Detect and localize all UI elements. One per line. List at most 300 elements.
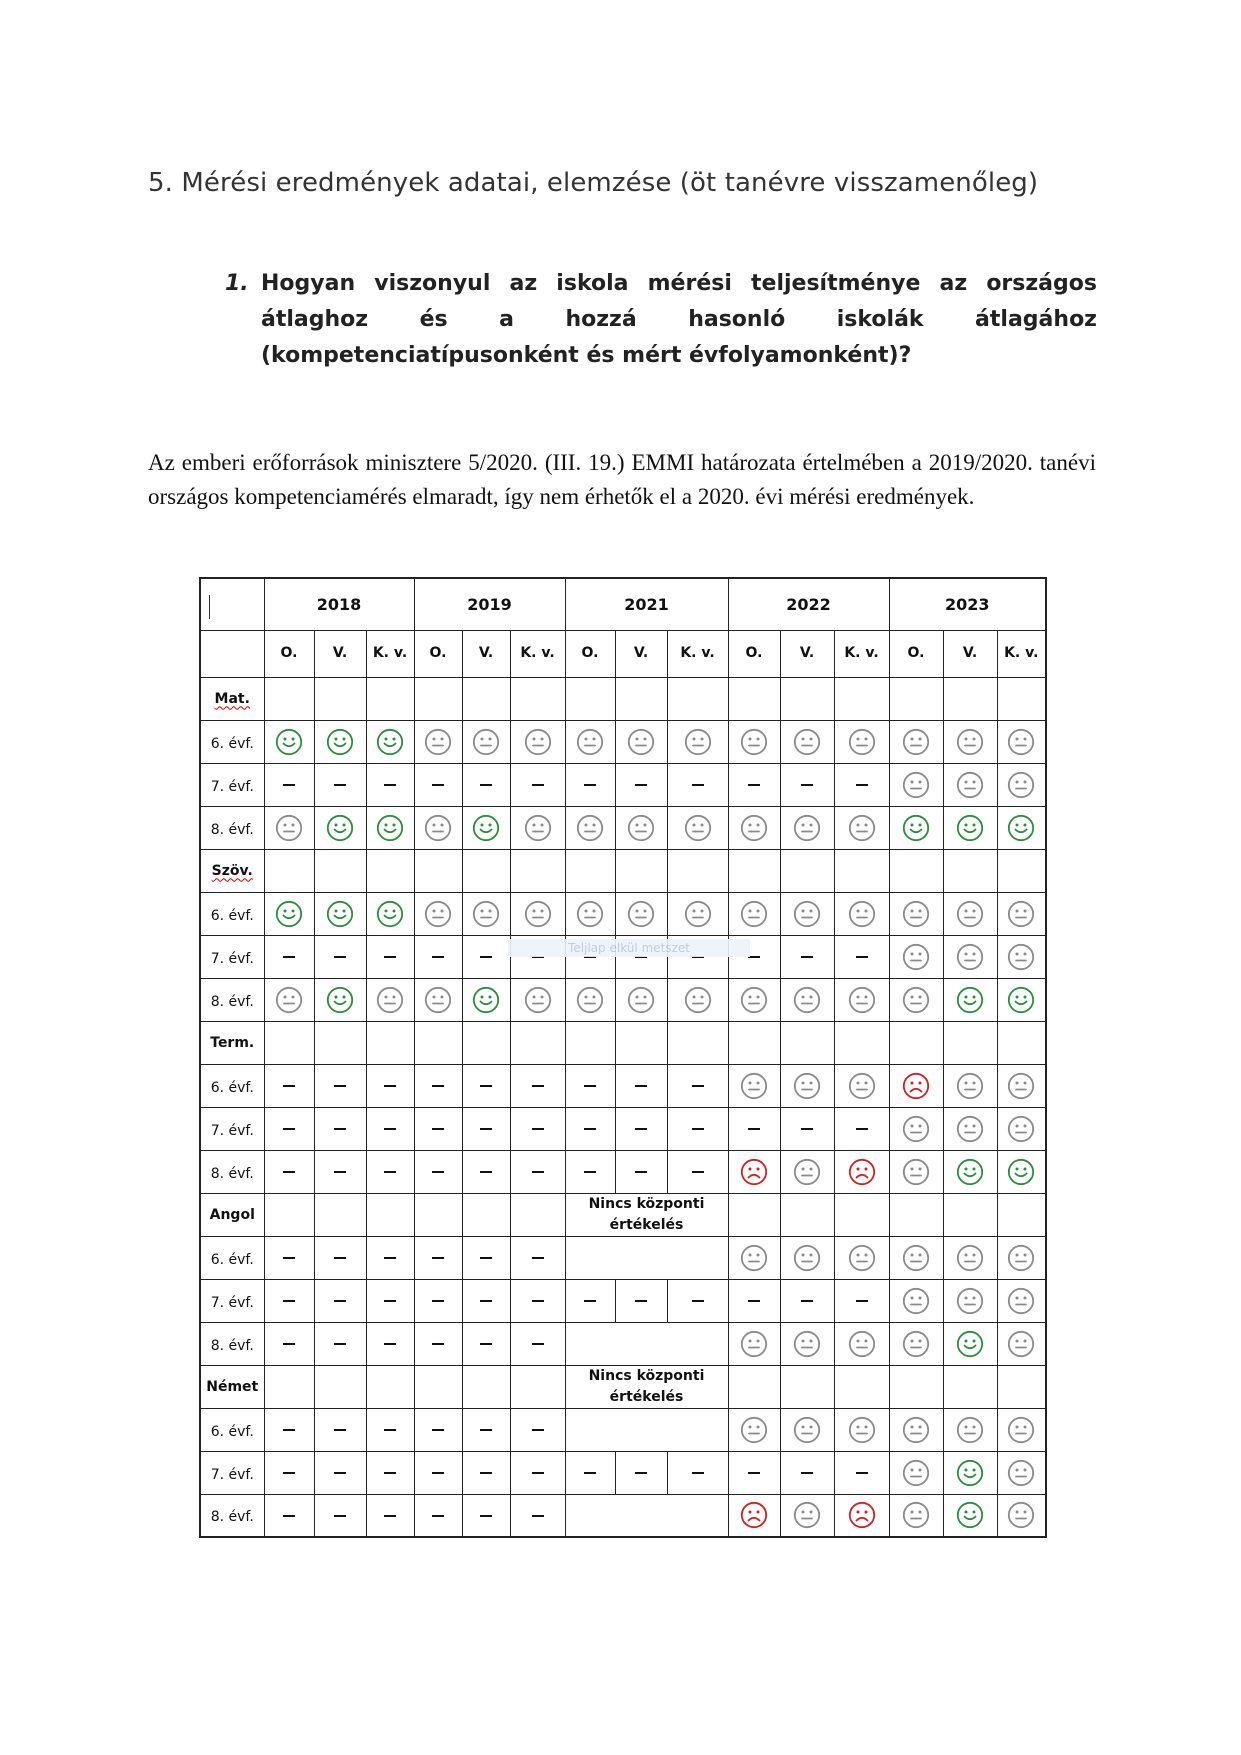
smiley-sad-icon xyxy=(848,1158,876,1186)
smiley-neutral-icon xyxy=(740,986,768,1014)
year-header: 2023 xyxy=(889,578,1046,630)
question-text: Hogyan viszonyul az iskola mérési teljesítménye az országos átlaghoz és a hozzá hasonló iskolák átlagához (kompetenciatípusonként és mért évfolyamonként)? xyxy=(261,271,1097,368)
result-cell xyxy=(667,1064,728,1107)
grade-row xyxy=(200,1236,1046,1279)
no-data-dash xyxy=(432,1257,444,1259)
result-cell xyxy=(414,1451,462,1494)
section-label-text: Term. xyxy=(210,1034,255,1051)
empty-cell xyxy=(510,677,565,720)
result-cell xyxy=(462,892,510,935)
result-cell xyxy=(728,1064,780,1107)
empty-cell xyxy=(462,1365,510,1408)
no-data-dash xyxy=(692,784,704,786)
smiley-neutral-icon xyxy=(956,1115,984,1143)
no-data-dash xyxy=(801,1472,813,1474)
result-cell xyxy=(997,1451,1046,1494)
empty-cell xyxy=(314,1365,366,1408)
result-cell xyxy=(943,1494,997,1537)
smiley-neutral-icon xyxy=(793,1158,821,1186)
result-cell xyxy=(510,1322,565,1365)
result-cell xyxy=(889,978,943,1021)
grade-row xyxy=(200,720,1046,763)
grade-row xyxy=(200,1494,1046,1537)
result-cell xyxy=(565,763,615,806)
smiley-happy-icon xyxy=(275,900,303,928)
smiley-neutral-icon xyxy=(1007,943,1035,971)
year-header: 2021 xyxy=(565,578,728,630)
result-cell xyxy=(889,1322,943,1365)
result-cell xyxy=(565,1150,615,1193)
empty-cell xyxy=(615,677,667,720)
no-data-dash xyxy=(480,1515,492,1517)
grade-label: 6. évf. xyxy=(200,1408,264,1451)
smiley-neutral-icon xyxy=(740,728,768,756)
smiley-neutral-icon xyxy=(793,900,821,928)
smiley-happy-icon xyxy=(1007,814,1035,842)
result-cell xyxy=(366,1279,414,1322)
subheader-cell: V. xyxy=(780,630,834,677)
smiley-neutral-icon xyxy=(524,814,552,842)
empty-cell xyxy=(834,1193,889,1236)
no-data-dash xyxy=(334,1085,346,1087)
no-data-dash xyxy=(692,1085,704,1087)
no-data-dash xyxy=(432,956,444,958)
no-data-dash xyxy=(384,1515,396,1517)
empty-cell xyxy=(728,1365,780,1408)
grade-label: 6. évf. xyxy=(200,1236,264,1279)
result-cell xyxy=(264,1236,314,1279)
empty-cell xyxy=(997,1021,1046,1064)
result-cell xyxy=(414,1408,462,1451)
empty-cell xyxy=(462,849,510,892)
smiley-neutral-icon xyxy=(740,1244,768,1272)
smiley-happy-icon xyxy=(956,814,984,842)
section-row xyxy=(200,1365,1046,1408)
empty-cell xyxy=(889,1365,943,1408)
empty-cell xyxy=(943,849,997,892)
empty-cell xyxy=(510,1021,565,1064)
smiley-neutral-icon xyxy=(424,986,452,1014)
result-cell xyxy=(314,763,366,806)
empty-cell xyxy=(728,849,780,892)
result-cell xyxy=(510,720,565,763)
smiley-happy-icon xyxy=(326,900,354,928)
result-cell xyxy=(510,1064,565,1107)
result-cell xyxy=(565,1107,615,1150)
no-data-dash xyxy=(334,1300,346,1302)
corner-cell xyxy=(200,578,264,630)
result-cell xyxy=(462,1322,510,1365)
no-data-dash xyxy=(801,1128,813,1130)
empty-cell xyxy=(510,849,565,892)
text-cursor xyxy=(209,595,210,619)
result-cell xyxy=(780,978,834,1021)
result-cell xyxy=(943,1150,997,1193)
result-cell xyxy=(366,763,414,806)
no-data-dash xyxy=(334,1343,346,1345)
subheader-cell: V. xyxy=(462,630,510,677)
smiley-happy-icon xyxy=(376,814,404,842)
empty-cell xyxy=(414,1021,462,1064)
grade-row xyxy=(200,1408,1046,1451)
smiley-sad-icon xyxy=(740,1158,768,1186)
no-data-dash xyxy=(748,1128,760,1130)
smiley-neutral-icon xyxy=(956,1244,984,1272)
result-cell xyxy=(414,1107,462,1150)
result-cell xyxy=(462,720,510,763)
result-cell xyxy=(943,1236,997,1279)
result-cell xyxy=(728,806,780,849)
result-cell xyxy=(414,935,462,978)
result-cell xyxy=(997,1494,1046,1537)
no-data-dash xyxy=(635,784,647,786)
result-cell xyxy=(728,1408,780,1451)
empty-cell xyxy=(780,1021,834,1064)
no-data-dash xyxy=(635,1128,647,1130)
no-data-dash xyxy=(692,1128,704,1130)
empty-cell xyxy=(667,1021,728,1064)
result-cell xyxy=(943,978,997,1021)
result-cell xyxy=(997,935,1046,978)
no-data-dash xyxy=(480,1257,492,1259)
result-cell xyxy=(414,1279,462,1322)
result-cell xyxy=(889,1107,943,1150)
question-block xyxy=(225,266,1097,374)
smiley-neutral-icon xyxy=(956,771,984,799)
smiley-neutral-icon xyxy=(848,986,876,1014)
smiley-neutral-icon xyxy=(524,728,552,756)
result-cell xyxy=(889,1451,943,1494)
empty-cell xyxy=(510,1365,565,1408)
result-cell xyxy=(889,806,943,849)
result-cell xyxy=(889,720,943,763)
empty-cell xyxy=(997,677,1046,720)
no-data-dash xyxy=(384,1429,396,1431)
merged-empty-cell xyxy=(565,1408,728,1451)
empty-cell xyxy=(780,677,834,720)
year-header: 2019 xyxy=(414,578,565,630)
result-cell xyxy=(314,892,366,935)
subheader-cell: O. xyxy=(565,630,615,677)
result-cell xyxy=(834,935,889,978)
smiley-neutral-icon xyxy=(275,814,303,842)
subheader-cell: K. v. xyxy=(667,630,728,677)
result-cell xyxy=(366,720,414,763)
result-cell xyxy=(615,806,667,849)
empty-cell xyxy=(414,677,462,720)
result-cell xyxy=(314,1408,366,1451)
section-row xyxy=(200,1021,1046,1064)
result-cell xyxy=(667,1279,728,1322)
smiley-neutral-icon xyxy=(956,943,984,971)
empty-cell xyxy=(264,1365,314,1408)
no-data-dash xyxy=(384,1171,396,1173)
grade-label: 8. évf. xyxy=(200,1322,264,1365)
no-data-dash xyxy=(334,784,346,786)
result-cell xyxy=(667,892,728,935)
no-data-dash xyxy=(432,1128,444,1130)
smiley-neutral-icon xyxy=(902,1459,930,1487)
no-data-dash xyxy=(384,1257,396,1259)
empty-cell xyxy=(834,849,889,892)
smiley-neutral-icon xyxy=(1007,771,1035,799)
smiley-neutral-icon xyxy=(793,1501,821,1529)
section-label-text: Német xyxy=(206,1378,259,1395)
result-cell xyxy=(314,1150,366,1193)
empty-cell xyxy=(834,1021,889,1064)
result-cell xyxy=(728,892,780,935)
result-cell xyxy=(889,1494,943,1537)
result-cell xyxy=(780,1150,834,1193)
result-cell xyxy=(462,1494,510,1537)
smiley-neutral-icon xyxy=(956,1287,984,1315)
no-data-dash xyxy=(384,1128,396,1130)
result-cell xyxy=(510,1408,565,1451)
grade-label: 7. évf. xyxy=(200,1279,264,1322)
result-cell xyxy=(943,720,997,763)
result-cell xyxy=(462,935,510,978)
empty-cell xyxy=(667,849,728,892)
no-data-dash xyxy=(856,1128,868,1130)
no-data-dash xyxy=(334,1171,346,1173)
result-cell xyxy=(834,1451,889,1494)
smiley-happy-icon xyxy=(956,1158,984,1186)
smiley-neutral-icon xyxy=(902,728,930,756)
empty-cell xyxy=(462,1021,510,1064)
section-label-text: Szöv. xyxy=(211,862,253,879)
smiley-neutral-icon xyxy=(848,1330,876,1358)
no-data-dash xyxy=(748,784,760,786)
smiley-neutral-icon xyxy=(1007,1330,1035,1358)
result-cell xyxy=(314,806,366,849)
no-data-dash xyxy=(334,1257,346,1259)
section-row xyxy=(200,1193,1046,1236)
intro-paragraph: Az emberi erőforrások minisztere 5/2020. (III. 19.) EMMI határozata értelmében a 2019/2020. tanévi országos kompetenciamérés elmaradt, így nem érhetők el a 2020. évi mérési eredmények. xyxy=(148,450,1096,509)
grade-label: 8. évf. xyxy=(200,1494,264,1537)
empty-cell xyxy=(565,677,615,720)
subheader-cell: O. xyxy=(264,630,314,677)
smiley-neutral-icon xyxy=(793,986,821,1014)
result-cell xyxy=(728,1494,780,1537)
result-cell xyxy=(414,978,462,1021)
smiley-neutral-icon xyxy=(376,986,404,1014)
result-cell xyxy=(834,978,889,1021)
smiley-neutral-icon xyxy=(956,1416,984,1444)
no-data-dash xyxy=(283,1515,295,1517)
no-data-dash xyxy=(480,1300,492,1302)
result-cell xyxy=(462,978,510,1021)
result-cell xyxy=(780,892,834,935)
empty-cell xyxy=(314,849,366,892)
smiley-neutral-icon xyxy=(627,814,655,842)
smiley-happy-icon xyxy=(326,986,354,1014)
result-cell xyxy=(414,1494,462,1537)
smiley-neutral-icon xyxy=(956,728,984,756)
result-cell xyxy=(462,1451,510,1494)
result-cell xyxy=(997,978,1046,1021)
merged-empty-cell xyxy=(565,1236,728,1279)
result-cell xyxy=(834,1064,889,1107)
empty-cell xyxy=(889,1193,943,1236)
smiley-happy-icon xyxy=(956,1501,984,1529)
no-data-dash xyxy=(584,784,596,786)
result-cell xyxy=(997,1322,1046,1365)
smiley-happy-icon xyxy=(956,1330,984,1358)
smiley-happy-icon xyxy=(956,1459,984,1487)
result-cell xyxy=(414,1064,462,1107)
subheader-cell: O. xyxy=(728,630,780,677)
smiley-sad-icon xyxy=(902,1072,930,1100)
smiley-neutral-icon xyxy=(684,986,712,1014)
grade-row xyxy=(200,1064,1046,1107)
smiley-neutral-icon xyxy=(848,1244,876,1272)
result-cell xyxy=(314,1064,366,1107)
result-cell xyxy=(889,1236,943,1279)
result-cell xyxy=(366,1494,414,1537)
result-cell xyxy=(565,978,615,1021)
no-data-dash xyxy=(532,1300,544,1302)
result-cell xyxy=(615,1451,667,1494)
empty-cell xyxy=(565,849,615,892)
result-cell xyxy=(780,1408,834,1451)
no-data-dash xyxy=(584,1472,596,1474)
empty-cell xyxy=(414,1193,462,1236)
subheader-cell: K. v. xyxy=(366,630,414,677)
empty-cell xyxy=(366,677,414,720)
result-cell xyxy=(264,935,314,978)
section-row xyxy=(200,677,1046,720)
results-table xyxy=(199,577,1047,1538)
result-cell xyxy=(943,1322,997,1365)
empty-cell xyxy=(667,677,728,720)
no-data-dash xyxy=(384,1472,396,1474)
result-cell xyxy=(366,978,414,1021)
no-data-dash xyxy=(532,1472,544,1474)
no-data-dash xyxy=(283,1343,295,1345)
smiley-happy-icon xyxy=(902,814,930,842)
result-cell xyxy=(314,1322,366,1365)
smiley-happy-icon xyxy=(326,814,354,842)
result-cell xyxy=(414,1150,462,1193)
result-cell xyxy=(728,1279,780,1322)
result-cell xyxy=(667,978,728,1021)
result-cell xyxy=(366,935,414,978)
result-cell xyxy=(615,978,667,1021)
result-cell xyxy=(615,1279,667,1322)
result-cell xyxy=(834,892,889,935)
empty-cell xyxy=(889,849,943,892)
empty-cell xyxy=(264,849,314,892)
result-cell xyxy=(264,1107,314,1150)
grade-row xyxy=(200,1107,1046,1150)
result-cell xyxy=(366,1150,414,1193)
subheader-cell: V. xyxy=(314,630,366,677)
result-cell xyxy=(366,1322,414,1365)
result-cell xyxy=(943,1451,997,1494)
empty-cell xyxy=(366,849,414,892)
smiley-neutral-icon xyxy=(1007,728,1035,756)
result-cell xyxy=(834,1107,889,1150)
no-data-dash xyxy=(635,1472,647,1474)
empty-cell xyxy=(615,849,667,892)
result-cell xyxy=(414,806,462,849)
result-cell xyxy=(997,763,1046,806)
result-cell xyxy=(314,978,366,1021)
result-cell xyxy=(314,1107,366,1150)
smiley-neutral-icon xyxy=(684,728,712,756)
result-cell xyxy=(997,1279,1046,1322)
result-cell xyxy=(834,1494,889,1537)
no-data-dash xyxy=(480,1171,492,1173)
smiley-neutral-icon xyxy=(848,1416,876,1444)
result-cell xyxy=(366,1064,414,1107)
result-cell xyxy=(615,1150,667,1193)
smiley-neutral-icon xyxy=(424,900,452,928)
empty-cell xyxy=(834,677,889,720)
result-cell xyxy=(667,763,728,806)
result-cell xyxy=(314,1451,366,1494)
grade-label: 6. évf. xyxy=(200,1064,264,1107)
result-cell xyxy=(510,1150,565,1193)
result-cell xyxy=(943,1279,997,1322)
result-cell xyxy=(728,720,780,763)
grade-row xyxy=(200,1322,1046,1365)
result-cell xyxy=(780,1322,834,1365)
empty-cell xyxy=(462,677,510,720)
result-cell xyxy=(780,1236,834,1279)
result-cell xyxy=(510,1279,565,1322)
result-cell xyxy=(667,1107,728,1150)
result-cell xyxy=(615,720,667,763)
result-cell xyxy=(943,935,997,978)
empty-cell xyxy=(728,1193,780,1236)
no-data-dash xyxy=(748,1300,760,1302)
result-cell xyxy=(834,1150,889,1193)
result-cell xyxy=(667,720,728,763)
smiley-neutral-icon xyxy=(902,1115,930,1143)
grade-label: 8. évf. xyxy=(200,978,264,1021)
result-cell xyxy=(510,1107,565,1150)
empty-cell xyxy=(997,849,1046,892)
empty-cell xyxy=(314,677,366,720)
result-cell xyxy=(314,1279,366,1322)
no-data-dash xyxy=(283,784,295,786)
result-cell xyxy=(889,1150,943,1193)
empty-cell xyxy=(462,1193,510,1236)
no-data-dash xyxy=(801,956,813,958)
smiley-neutral-icon xyxy=(740,1330,768,1358)
smiley-neutral-icon xyxy=(740,900,768,928)
section-heading: 5. Mérési eredmények adatai, elemzése (öt tanévre visszamenőleg) xyxy=(148,168,1039,198)
no-data-dash xyxy=(692,1472,704,1474)
smiley-neutral-icon xyxy=(848,900,876,928)
grade-row xyxy=(200,806,1046,849)
result-cell xyxy=(943,806,997,849)
result-cell xyxy=(615,892,667,935)
result-cell xyxy=(997,1236,1046,1279)
result-cell xyxy=(780,720,834,763)
smiley-neutral-icon xyxy=(902,943,930,971)
empty-cell xyxy=(366,1365,414,1408)
smiley-neutral-icon xyxy=(793,1416,821,1444)
empty-cell xyxy=(943,1193,997,1236)
result-cell xyxy=(510,763,565,806)
empty-cell xyxy=(414,1365,462,1408)
grade-label: 8. évf. xyxy=(200,806,264,849)
grade-label: 8. évf. xyxy=(200,1150,264,1193)
result-cell xyxy=(834,1408,889,1451)
grade-label: 7. évf. xyxy=(200,935,264,978)
